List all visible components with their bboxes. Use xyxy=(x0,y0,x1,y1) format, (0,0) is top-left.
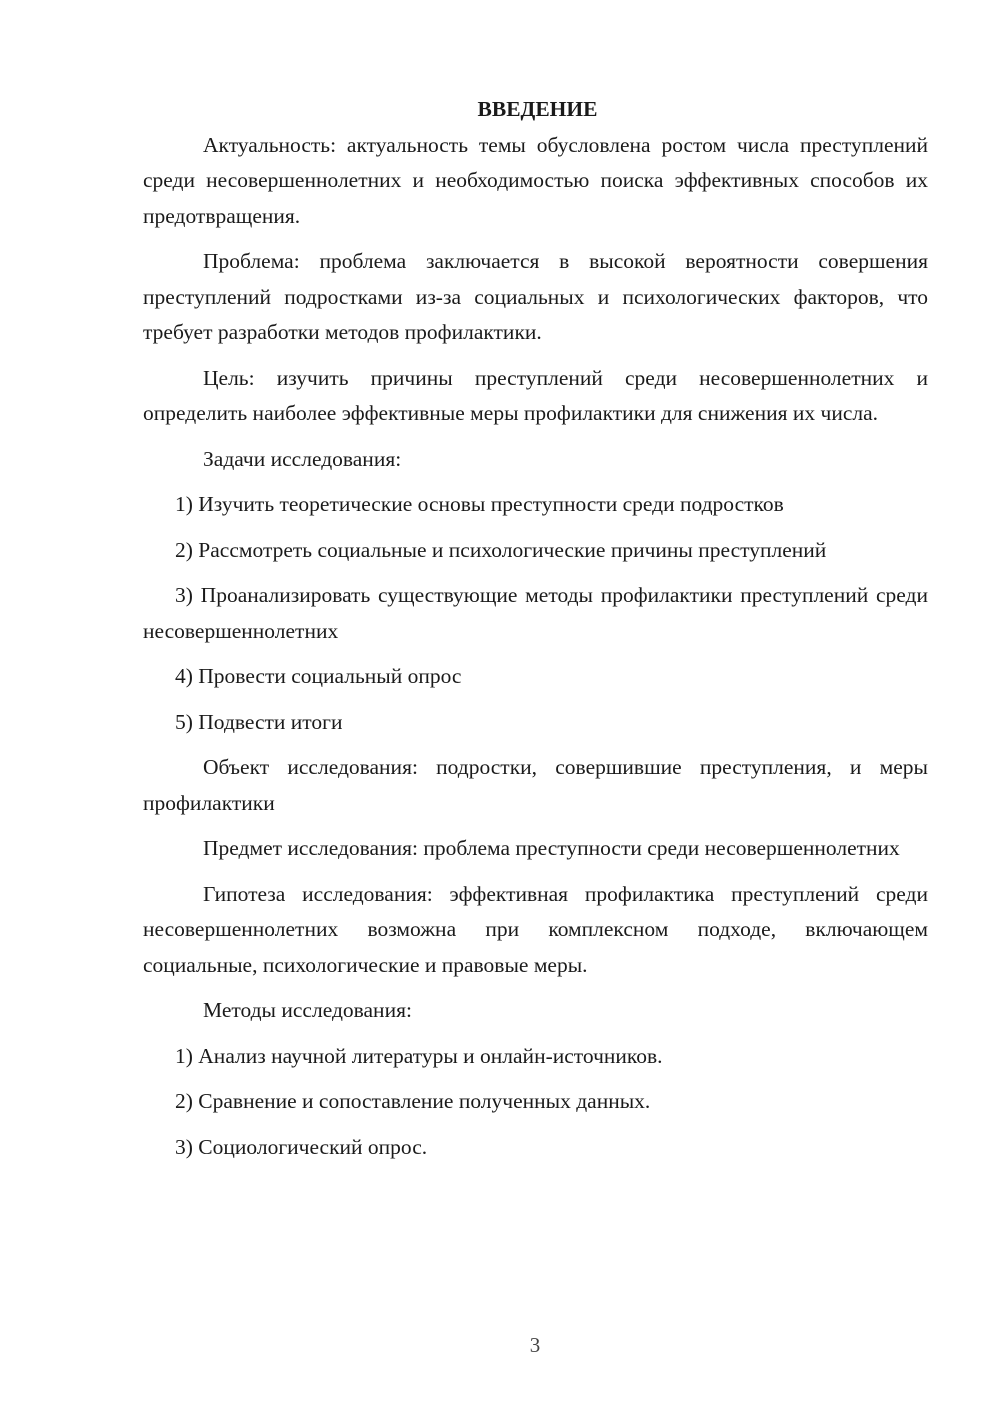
page-number: 3 xyxy=(529,1333,541,1357)
subject-paragraph: Предмет исследования: проблема преступности среди несовершеннолетних xyxy=(203,836,900,860)
problem-paragraph: Проблема: проблема заключается в высокой вероятности совершения преступлений подростками из-за социальных и психологических факторов, что требует разработки методов профилактики. xyxy=(143,249,928,344)
task-item-1: 1) Изучить теоретические основы преступности среди подростков xyxy=(175,492,784,516)
task-item-3: 3) Проанализировать существующие методы профилактики преступлений среди несовершеннолетних xyxy=(143,583,928,643)
method-item-2: 2) Сравнение и сопоставление полученных данных. xyxy=(175,1089,651,1113)
document-page xyxy=(143,92,928,1175)
task-item-2: 2) Рассмотреть социальные и психологические причины преступлений xyxy=(175,537,827,562)
hypothesis-paragraph: Гипотеза исследования: эффективная профилактика преступлений среди несовершеннолетних возможна при комплексном подходе, включающем социальные, психологические и правовые меры. xyxy=(143,881,928,977)
relevance-paragraph: Актуальность: актуальность темы обусловлена ростом числа преступлений среди несовершеннолетних и необходимостью поиска эффективных способов их предотвращения. xyxy=(143,132,928,228)
page-title: ВВЕДЕНИЕ xyxy=(477,97,598,121)
task-item-4: 4) Провести социальный опрос xyxy=(175,664,462,688)
task-item-5: 5) Подвести итоги xyxy=(175,709,343,734)
object-paragraph: Объект исследования: подростки, совершившие преступления, и меры профилактики xyxy=(143,755,928,815)
method-item-1: 1) Анализ научной литературы и онлайн-источников. xyxy=(175,1043,663,1068)
method-item-3: 3) Социологический опрос. xyxy=(175,1134,428,1159)
goal-paragraph: Цель: изучить причины преступлений среди несовершеннолетних и определить наиболее эффективные меры профилактики для снижения их числа. xyxy=(143,365,928,425)
tasks-heading: Задачи исследования: xyxy=(203,446,402,471)
methods-heading: Методы исследования: xyxy=(203,998,412,1022)
